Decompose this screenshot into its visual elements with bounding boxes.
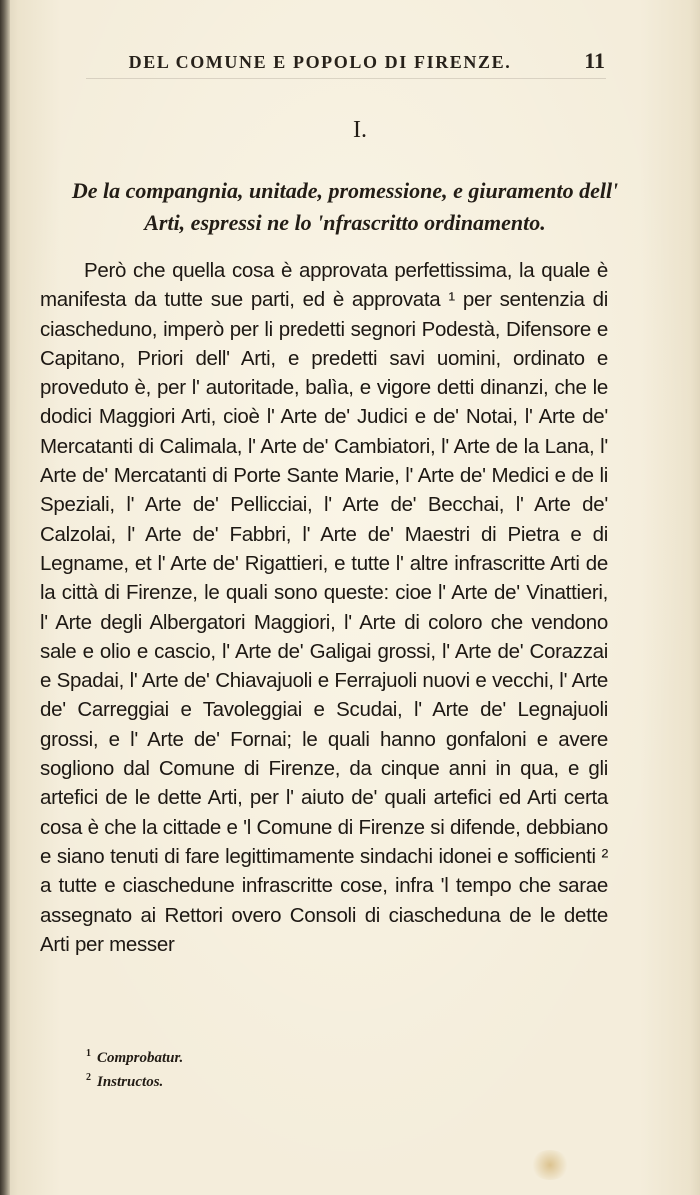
footnote-text: Comprobatur. (97, 1050, 184, 1066)
footnote-mark: 2 (86, 1072, 91, 1083)
footnotes (86, 1044, 486, 1092)
footnote-text: Instructos. (97, 1074, 164, 1090)
paper-stain (530, 1150, 570, 1180)
book-spine-shadow (0, 0, 10, 1195)
page-number: 11 (584, 48, 605, 73)
header-rule (86, 78, 606, 79)
body-paragraph: Però che quella cosa è approvata perfettissima, la quale è manifesta da tutte sue parti, ed è approvata ¹ per sentenzia di ciascheduno, imperò per li predetti segnori Podestà, Difensore e Capitano, Priori dell' Arti, e predetti savi uomini, ordinato e proveduto è, per l' autoritade, balìa, e vigore detti dinanzi, che le dodici Maggiori Arti, cioè l' Arte de' Judici e de' Notai, l' Arte de' Mercatanti di Calimala, l' Arte de' Cambiatori, l' Arte de la Lana, l' Arte de' Mercatanti di Porte Sante Marie, l' Arte de' Medici e de li Speziali, l' Arte de' Pellicciai, l' Arte de' Becchai, l' Arte de' Calzolai, l' Arte de' Fabbri, l' Arte de' Maestri di Pietra e di Legname, et l' Arte de' Rigattieri, e tutte l' altre infrascritte Arti de la città di Firenze, le quali sono queste: cioe l' Arte de' Vinattieri, l' Arte degli Albergatori Maggiori, l' Arte di coloro che vendono sale e olio e cascio, l' Arte de' Galigai grossi, l' Arte de' Corazzai e Spadai, l' Arte de' Chiavajuoli e Ferrajuoli nuovi e vecchi, l' Arte de' Carreggiai e Tavoleggiai e Scudai, l' Arte de' Legnajuoli grossi, e l' Arte de' Fornai; le quali hanno gonfaloni e avere sogliono dal Comune di Firenze, da cinque anni in qua, e gli artefici de le dette Arti, per l' aiuto de' quali artefici ed Arti certa cosa è che la cittade e 'l Comune di Firenze si difende, debbiano e siano tenuti di fare legittimamente sindachi idonei e sofficienti ² a tutte e ciaschedune infrascritte cose, infra 'l tempo che sarae assegnato ai Rettori overo Consoli di ciascheduna de le dette Arti per messer (40, 259, 608, 956)
running-head: DEL COMUNE E POPOLO DI FIRENZE. (128, 52, 512, 72)
section-heading: De la compangnia, unitade, promessione, e giuramento dell' Arti, espressi ne lo 'nfrascritto ordinamento. (71, 178, 619, 235)
footnote-mark: 1 (86, 1048, 91, 1059)
footnote-2 (86, 1068, 486, 1092)
section-number: I. (353, 117, 367, 143)
footnote-1 (86, 1044, 486, 1068)
